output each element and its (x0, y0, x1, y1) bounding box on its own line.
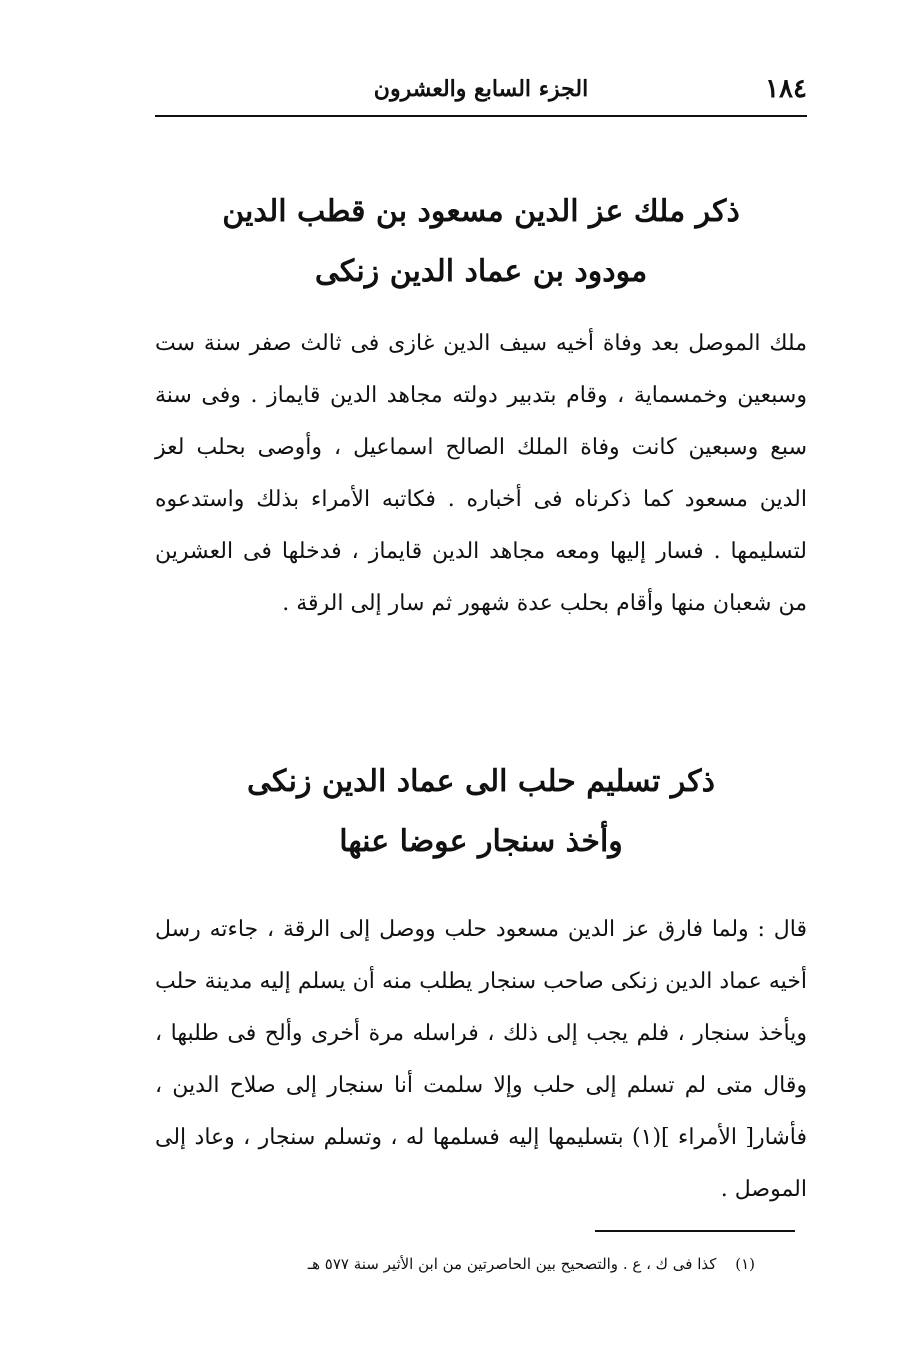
section-2-title-line-1: ذكر تسليم حلب الى عماد الدين زنكى (247, 764, 715, 799)
running-title: الجزء السابع والعشرون (373, 76, 589, 102)
footnote-marker: (١) (735, 1255, 755, 1273)
section-1-paragraph: ملك الموصل بعد وفاة أخيه سيف الدين غازى فى ثالث صفر سنة ست وسبعين وخمسماية ، وقام بتدبير دولته مجاهد الدين قايماز . وفى سنة سبع وسبعين كانت وفاة الملك الصالح اسماعيل ، وأوصى بحلب لعز الدين مسعود كما ذكرناه فى أخباره . فكاتبه الأمراء بذلك واستدعوه لتسليمها . فسار إليها ومعه مجاهد الدين قايماز ، فدخلها فى العشرين من شعبان منها وأقام بحلب عدة شهور ثم سار إلى الرقة . (155, 331, 807, 616)
footnote-text: كذا فى ك ، ع . والتصحيح بين الحاصرتين من ابن الأثير سنة ٥٧٧ هـ (307, 1255, 717, 1273)
section-1-title-line-2: مودود بن عماد الدين زنكى (314, 254, 648, 289)
section-2-title (155, 752, 807, 872)
footnote (155, 1252, 755, 1276)
section-1-title (155, 182, 807, 302)
footnote-rule (595, 1230, 795, 1232)
header-rule (155, 115, 807, 117)
page-number: ١٨٤ (765, 74, 807, 104)
section-2-body (155, 904, 807, 1216)
page-header (155, 70, 807, 110)
section-2-title-line-2: وأخذ سنجار عوضا عنها (339, 824, 623, 859)
section-2-paragraph: قال : ولما فارق عز الدين مسعود حلب ووصل إلى الرقة ، جاءته رسل أخيه عماد الدين زنكى صاحب سنجار يطلب منه أن يسلم إليه مدينة حلب ويأخذ سنجار ، فلم يجب إلى ذلك ، فراسله مرة أخرى وألح فى طلبها ، وقال متى لم تسلم إلى حلب وإلا سلمت أنا سنجار إلى صلاح الدين ، فأشار[ الأمراء ](١) بتسليمها إليه فسلمها له ، وتسلم سنجار ، وعاد إلى الموصل . (155, 917, 807, 1202)
section-1-body (155, 318, 807, 630)
section-1-title-line-1: ذكر ملك عز الدين مسعود بن قطب الدين (222, 194, 740, 229)
